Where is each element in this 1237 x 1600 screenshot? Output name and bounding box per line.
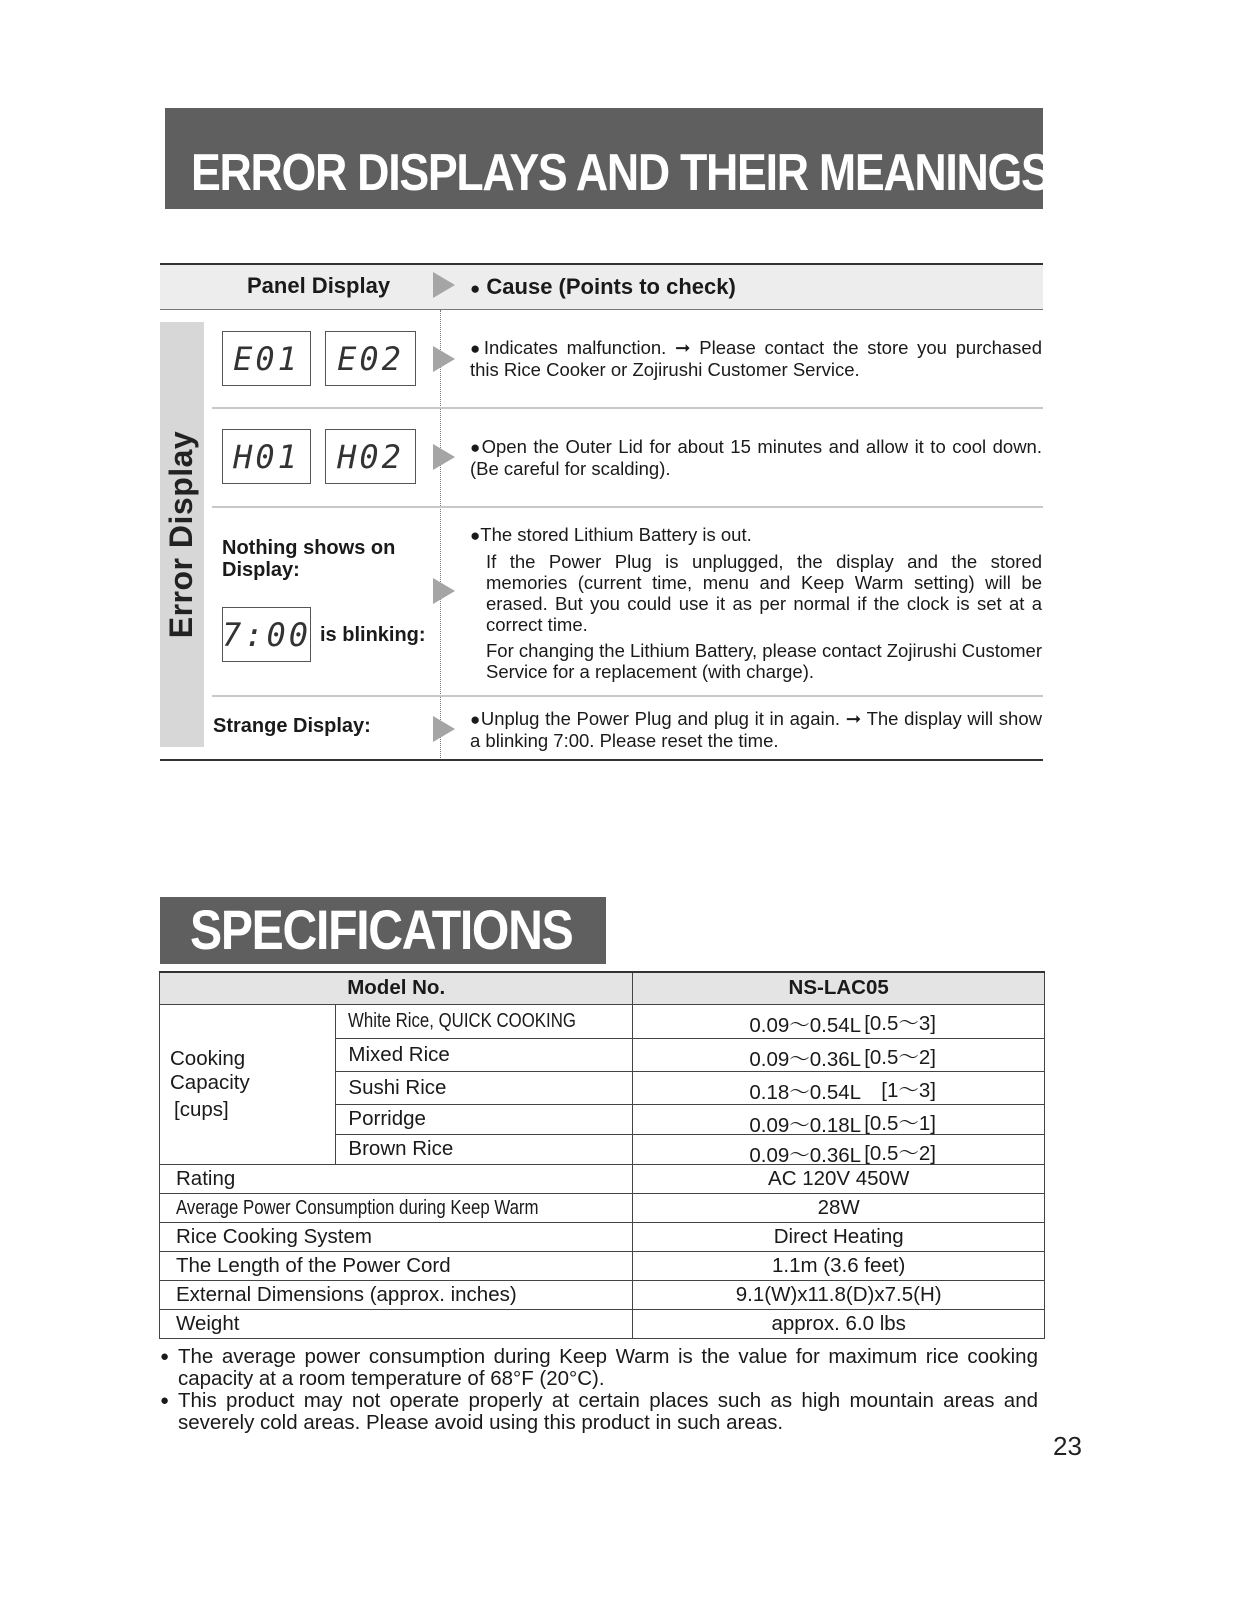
spec-label-text: Average Power Consumption during Keep Warm — [176, 1195, 539, 1219]
cause-malfunction — [470, 337, 1042, 380]
spec-label — [160, 1193, 633, 1222]
row-arrow-icon — [433, 444, 455, 470]
capacity-value — [633, 1134, 1045, 1167]
error-section-title-text: ERROR DISPLAYS AND THEIR MEANINGS — [191, 144, 1050, 202]
spec-row-cord — [160, 1251, 1045, 1280]
model-no-header: Model No. — [160, 972, 633, 1004]
error-display-side-label — [160, 322, 204, 747]
note-text: This product may not operate properly at certain places such as high mountain areas and severely cold areas. Please avoid using this product in such areas. — [178, 1389, 1038, 1434]
bullet-icon: ● — [470, 526, 481, 545]
specifications-title — [160, 897, 606, 964]
spec-value: AC 120V 450W — [633, 1164, 1045, 1193]
cups-unit-text: [cups] — [174, 1097, 229, 1121]
row-divider — [212, 407, 1043, 409]
menu-porridge: Porridge — [336, 1104, 633, 1134]
capacity-value — [633, 1004, 1045, 1038]
right-arrow-icon: ➞ — [845, 708, 862, 729]
cause-overheat — [470, 436, 1042, 479]
nothing-shows-label: Nothing shows on Display: — [222, 537, 396, 581]
lcd-code-e02: E02 — [325, 331, 416, 386]
bullet-icon: ● — [470, 438, 482, 457]
lcd-code-h01: H01 — [222, 429, 311, 484]
spec-label: Rating — [160, 1164, 633, 1193]
lcd-code-h02: H02 — [325, 429, 416, 484]
side-label-text: Error Display — [163, 430, 200, 639]
spec-value: 9.1(W)x11.8(D)x7.5(H) — [633, 1280, 1045, 1309]
spec-value: approx. 6.0 lbs — [633, 1309, 1045, 1338]
capacity-cups: [0.5～2] — [864, 1045, 936, 1069]
spec-label: External Dimensions (approx. inches) — [160, 1280, 633, 1309]
capacity-liters: 0.18～0.54L — [749, 1080, 862, 1104]
capacity-cups: [0.5～1] — [864, 1111, 936, 1135]
capacity-cups: [0.5～2] — [864, 1141, 936, 1165]
bullet-icon: ● — [470, 339, 484, 358]
row-divider — [212, 695, 1043, 697]
cooking-capacity-text: Cooking Capacity — [170, 1046, 250, 1094]
capacity-row — [160, 1004, 1045, 1038]
cooking-capacity-label — [160, 1004, 336, 1164]
capacity-liters: 0.09～0.36L — [749, 1143, 862, 1167]
spec-row-system — [160, 1222, 1045, 1251]
model-number: NS-LAC05 — [633, 972, 1045, 1004]
spec-notes — [160, 1346, 1038, 1434]
capacity-cups: [0.5～3] — [864, 1011, 936, 1035]
spec-label: The Length of the Power Cord — [160, 1251, 633, 1280]
right-arrow-icon: ➞ — [675, 337, 691, 358]
menu-sushi-rice: Sushi Rice — [336, 1071, 633, 1104]
capacity-value — [633, 1104, 1045, 1137]
specifications-table — [159, 971, 1045, 1339]
spec-row-rating — [160, 1164, 1045, 1193]
cause-header — [470, 274, 736, 300]
spec-row-dimensions — [160, 1280, 1045, 1309]
error-section-title — [165, 108, 1050, 209]
capacity-liters: 0.09～0.54L — [749, 1013, 862, 1037]
spec-value: 28W — [633, 1193, 1045, 1222]
lcd-code-blinking: 7:00 — [222, 607, 311, 662]
menu-white-rice-text: White Rice, QUICK COOKING — [348, 1009, 577, 1032]
panel-display-header: Panel Display — [247, 273, 391, 298]
spec-row-keep-warm — [160, 1193, 1045, 1222]
cause-strange-lead: Unplug the Power Plug and plug it in again. — [480, 708, 841, 729]
header-arrow-icon — [433, 272, 455, 298]
page-number: 23 — [1053, 1431, 1082, 1461]
spec-row-weight — [160, 1309, 1045, 1338]
note-text: The average power consumption during Keep Warm is the value for maximum rice cooking capacity at a room temperature of 68°F (20°C). — [178, 1345, 1038, 1390]
bullet-icon: ● — [160, 1348, 170, 1365]
error-table-bottom-rule — [160, 759, 1043, 761]
cause-battery-1: The stored Lithium Battery is out. — [480, 524, 752, 545]
spec-value: Direct Heating — [633, 1222, 1045, 1251]
cause-malfunction-rest: Please contact the store you purchased this Rice Cooker or Zojirushi Customer Service. — [470, 337, 1043, 380]
is-blinking-label: is blinking: — [320, 624, 426, 646]
cause-strange-rest: The display will show a blinking 7:00. Please reset the time. — [470, 708, 1042, 751]
spec-header-row — [160, 972, 1045, 1004]
column-divider — [440, 310, 441, 760]
lcd-code-e01: E01 — [222, 331, 311, 386]
cause-overheat-text: Open the Outer Lid for about 15 minutes and allow it to cool down. (Be careful for scalding). — [470, 436, 1042, 479]
bullet-icon: ● — [160, 1392, 170, 1409]
cause-malfunction-lead: Indicates malfunction. — [483, 337, 667, 358]
menu-white-rice — [336, 1004, 633, 1038]
capacity-liters: 0.09～0.18L — [749, 1113, 862, 1137]
note-item — [160, 1346, 1038, 1390]
cause-strange — [470, 708, 1042, 751]
capacity-value — [633, 1071, 1045, 1104]
capacity-value — [633, 1038, 1045, 1071]
menu-mixed-rice: Mixed Rice — [336, 1038, 633, 1071]
row-arrow-icon — [433, 578, 455, 604]
row-arrow-icon — [433, 346, 455, 372]
bullet-icon: ● — [470, 279, 481, 298]
row-divider — [212, 506, 1043, 508]
capacity-liters: 0.09～0.36L — [749, 1047, 862, 1071]
spec-label: Rice Cooking System — [160, 1222, 633, 1251]
cause-header-text: Cause (Points to check) — [486, 274, 736, 299]
spec-value: 1.1m (3.6 feet) — [633, 1251, 1045, 1280]
row-arrow-icon — [433, 716, 455, 742]
cause-battery-3: For changing the Lithium Battery, please contact Zojirushi Customer Service for a replacement (with charge). — [486, 640, 1042, 682]
strange-display-label: Strange Display: — [213, 715, 371, 737]
cause-battery-2: If the Power Plug is unplugged, the display and the stored memories (current time, menu and Keep Warm setting) will be erased. But you could use it as per normal if the clock is set at a correct time. — [486, 551, 1042, 635]
menu-brown-rice: Brown Rice — [336, 1134, 633, 1164]
note-item — [160, 1390, 1038, 1434]
cause-battery — [470, 524, 1042, 682]
specifications-title-text: SPECIFICATIONS — [190, 898, 573, 961]
bullet-icon: ● — [470, 710, 481, 729]
spec-label: Weight — [160, 1309, 633, 1338]
capacity-cups: [1～3] — [881, 1078, 936, 1102]
